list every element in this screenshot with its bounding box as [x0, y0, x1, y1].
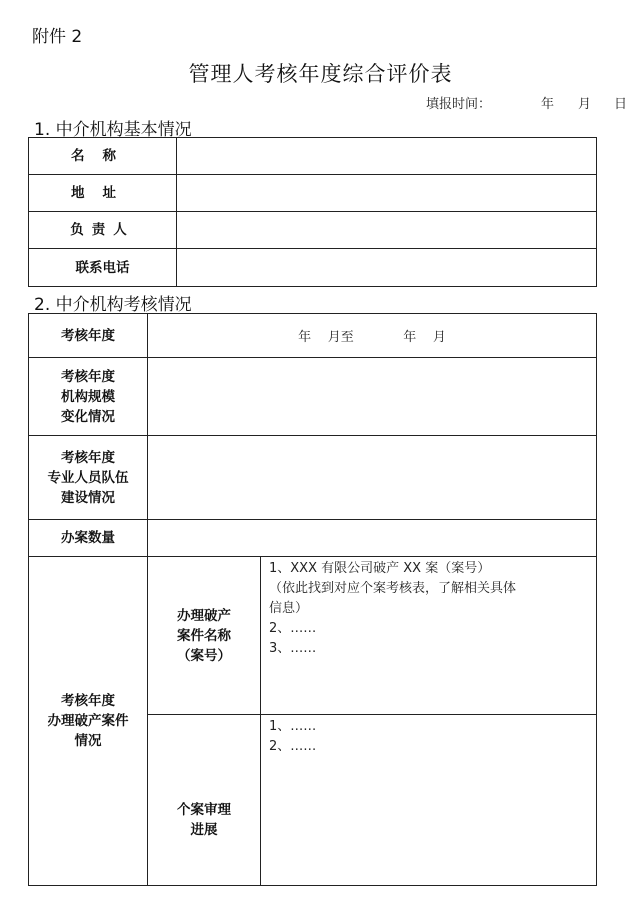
bankruptcy-label-line-3: 情况	[74, 733, 102, 749]
case-names-line-3: 信息）	[269, 601, 309, 616]
name-label: 名称	[29, 138, 177, 175]
case-names-line-4: 2、……	[269, 621, 317, 636]
case-names-line-2: （依此找到对应个案考核表，了解相关具体	[269, 581, 517, 596]
scale-label-line-2: 机构规模	[61, 388, 115, 405]
case-names-label-line-2: 案件名称	[177, 627, 231, 644]
basic-info-table	[28, 137, 597, 287]
attachment-number: 附件 2	[32, 27, 83, 47]
case-names-label	[148, 557, 261, 715]
principal-field[interactable]	[177, 212, 597, 249]
staff-building-field[interactable]	[148, 436, 597, 520]
case-names-line-1: 1、XXX 有限公司破产 XX 案（案号）	[269, 561, 491, 576]
case-names-field[interactable]	[261, 557, 597, 715]
staff-building-label	[29, 436, 148, 520]
case-progress-line-2: 2、……	[269, 739, 317, 754]
fill-date-month: 月	[578, 97, 592, 112]
case-progress-label	[148, 715, 261, 886]
scale-change-label	[29, 358, 148, 436]
case-count-field[interactable]	[148, 520, 597, 557]
fill-date-year: 年	[541, 97, 555, 112]
name-field[interactable]	[177, 138, 597, 175]
fill-date-day: 日	[614, 97, 628, 112]
case-names-label-line-3: （案号）	[177, 647, 231, 664]
case-count-label: 办案数量	[29, 520, 148, 557]
section1-heading: 1. 中介机构基本情况	[34, 120, 192, 140]
assessment-table	[28, 313, 597, 886]
address-field[interactable]	[177, 175, 597, 212]
bankruptcy-cases-label	[29, 557, 148, 886]
case-names-line-5: 3、……	[269, 641, 317, 656]
staff-label-line-1: 考核年度	[61, 449, 115, 466]
scale-label-line-3: 变化情况	[61, 408, 115, 425]
staff-label-line-3: 建设情况	[61, 489, 115, 506]
case-progress-label-line-1: 个案审理	[177, 802, 231, 818]
case-progress-field[interactable]	[261, 715, 597, 886]
fill-date-label: 填报时间：	[426, 97, 492, 112]
phone-label: 联系电话	[29, 249, 177, 287]
address-label: 地址	[29, 175, 177, 212]
case-progress-line-1: 1、……	[269, 719, 317, 734]
assessment-year-label: 考核年度	[29, 314, 148, 358]
scale-label-line-1: 考核年度	[61, 368, 115, 385]
section2-heading: 2. 中介机构考核情况	[34, 295, 192, 315]
principal-label: 负责人	[29, 212, 177, 249]
case-names-label-line-1: 办理破产	[177, 607, 231, 624]
phone-field[interactable]	[177, 249, 597, 287]
form-title: 管理人考核年度综合评价表	[188, 62, 453, 86]
staff-label-line-2: 专业人员队伍	[47, 469, 129, 486]
bankruptcy-label-line-2: 办理破产案件	[47, 713, 129, 729]
bankruptcy-label-line-1: 考核年度	[61, 693, 115, 709]
case-progress-label-line-2: 进展	[190, 822, 218, 838]
scale-change-field[interactable]	[148, 358, 597, 436]
assessment-period-field[interactable]: 年 月至 年 月	[148, 314, 597, 358]
